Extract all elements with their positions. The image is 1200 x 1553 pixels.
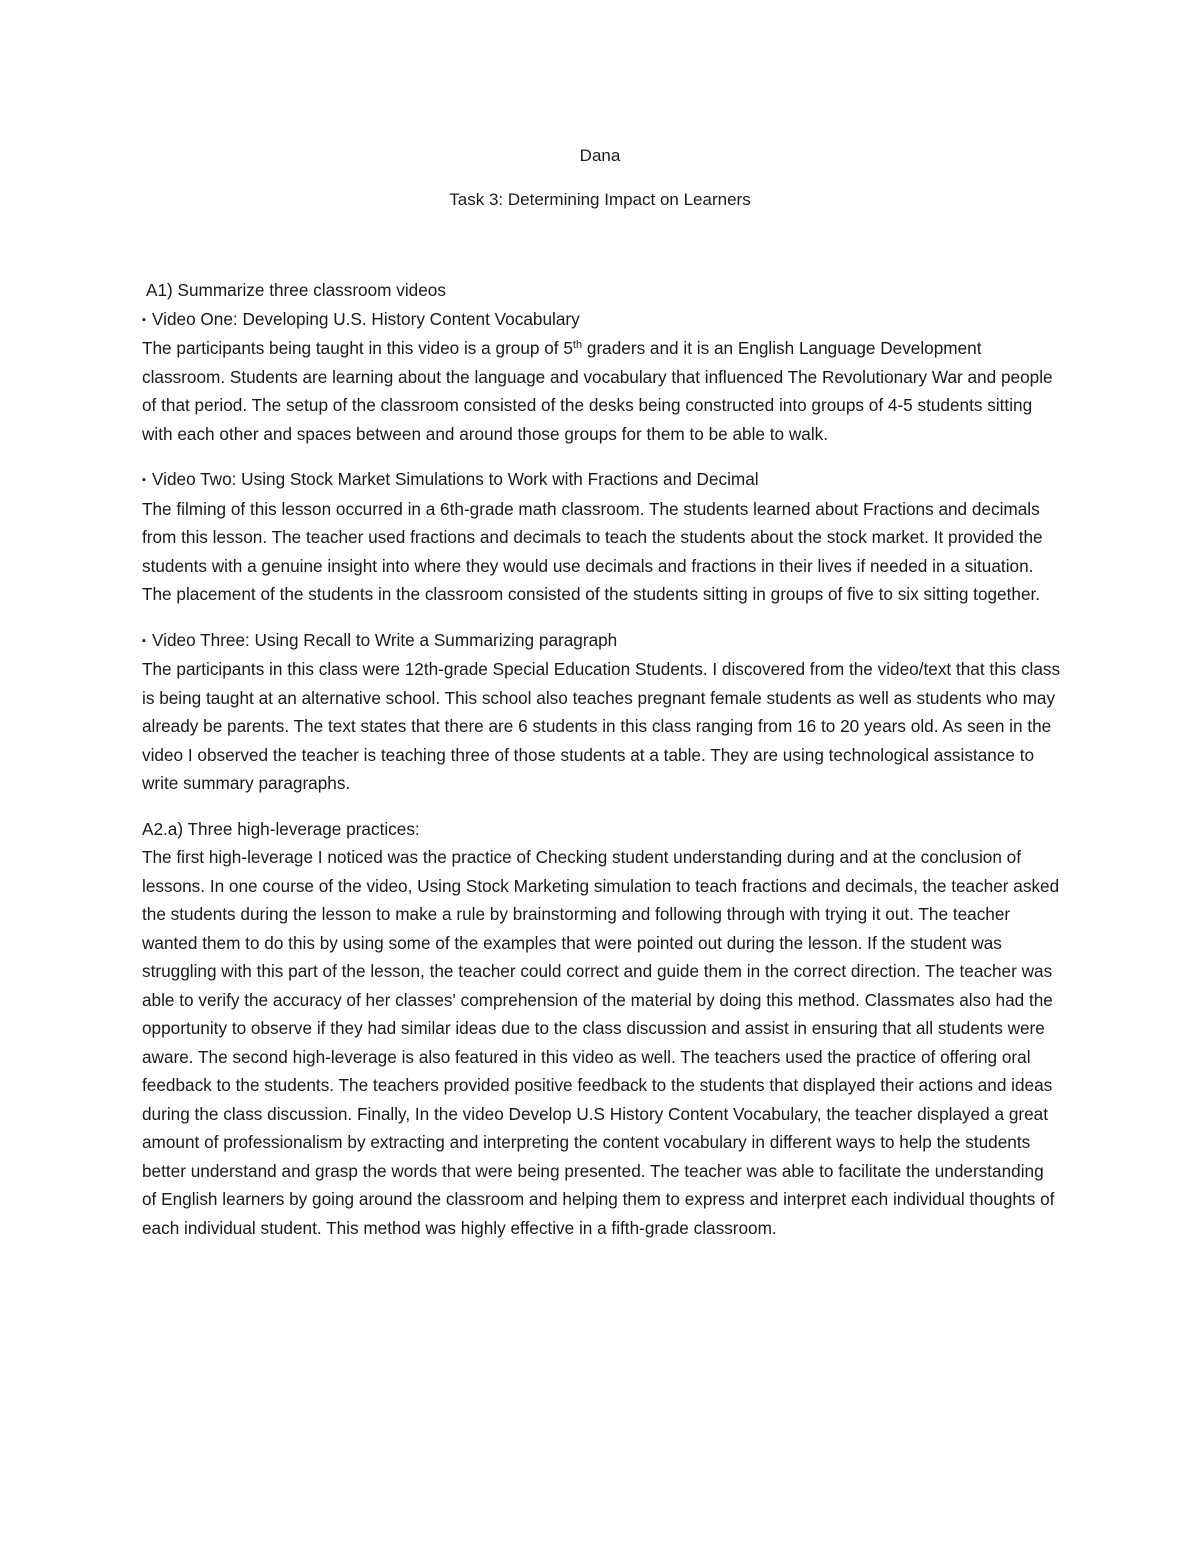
bullet-icon: ▪	[142, 474, 146, 486]
document-title: Task 3: Determining Impact on Learners	[449, 190, 751, 209]
video-two-summary: The filming of this lesson occurred in a 6th-grade math classroom. The students learned about Fractions and decimals from this lesson. The teacher used fractions and decimals to teach the students about the stock market. It provided the students with a genuine insight into where they would use decimals and fractions in their lives if needed in a situation. The placement of the students in the classroom consisted of the students sitting in groups of five to six sitting together.	[142, 498, 1043, 604]
section-a2-text: The first high-leverage I noticed was the practice of Checking student understanding during and at the conclusion of lessons. In one course of the video, Using Stock Marketing simulation to teach fractions and decimals, the teacher asked the students during the lesson to make a rule by brainstorming and following through with trying it out. The teacher wanted them to do this by using some of the examples that were pointed out during the lesson. If the student was struggling with this part of the lesson, the teacher could correct and guide them in the correct direction. The teacher was able to verify the accuracy of her classes' comprehension of the material by doing this method. Classmates also had the opportunity to observe if they had similar ideas due to the class discussion and assist in ensuring that all students were aware. The second high-leverage is also featured in this video as well. The teachers used the practice of offering oral feedback to the students. The teachers provided positive feedback to the students that displayed their actions and ideas during the class discussion. Finally, In the video Develop U.S History Content Vocabulary, the teacher displayed a great amount of professionalism by extracting and interpreting the content vocabulary in different ways to help the students better understand and grasp the words that were being presented. The teacher was able to facilitate the understanding of English learners by going around the classroom and helping them to express and interpret each individual thoughts of each individual student. This method was highly effective in a fifth-grade classroom.	[142, 847, 1060, 1238]
video-three-heading	[142, 626, 1062, 656]
section-a1-heading: A1) Summarize three classroom videos	[146, 280, 446, 300]
ordinal-suffix: th	[572, 339, 583, 351]
video-one-summary: The participants being taught in this video is a group of 5th graders and it is an English Language Development classroom. Students are learning about the language and vocabulary that influenced The Revolutionary War and people of that period. The setup of the classroom consisted of the desks being constructed into groups of 4-5 students sitting with each other and spaces between and around those groups for them to be able to walk.	[142, 338, 1053, 444]
video-two-title: Video Two: Using Stock Market Simulations to Work with Fractions and Decimal	[152, 469, 759, 489]
video-three-title: Video Three: Using Recall to Write a Summarizing paragraph	[152, 629, 618, 650]
video-three-summary: The participants in this class were 12th-grade Special Education Students. I discovered from the video/text that this class is being taught at an alternative school. This school also teaches pregnant female students as well as students who may already be parents. The text states that there are 6 students in this class ranging from 16 to 20 years old. As seen in the video I observed the teacher is teaching three of those students at a table. They are using technological assistance to write summary paragraphs.	[142, 659, 1061, 793]
bullet-icon: ▪	[142, 634, 146, 647]
document-body	[142, 276, 1062, 1242]
bullet-icon: ▪	[142, 313, 146, 326]
author-name: Dana	[579, 146, 621, 165]
video-one-heading	[142, 305, 1062, 335]
video-two-heading	[142, 465, 1062, 495]
section-a2-heading: A2.a) Three high-leverage practices:	[142, 818, 420, 839]
video-one-title: Video One: Developing U.S. History Content Vocabulary	[152, 308, 580, 329]
